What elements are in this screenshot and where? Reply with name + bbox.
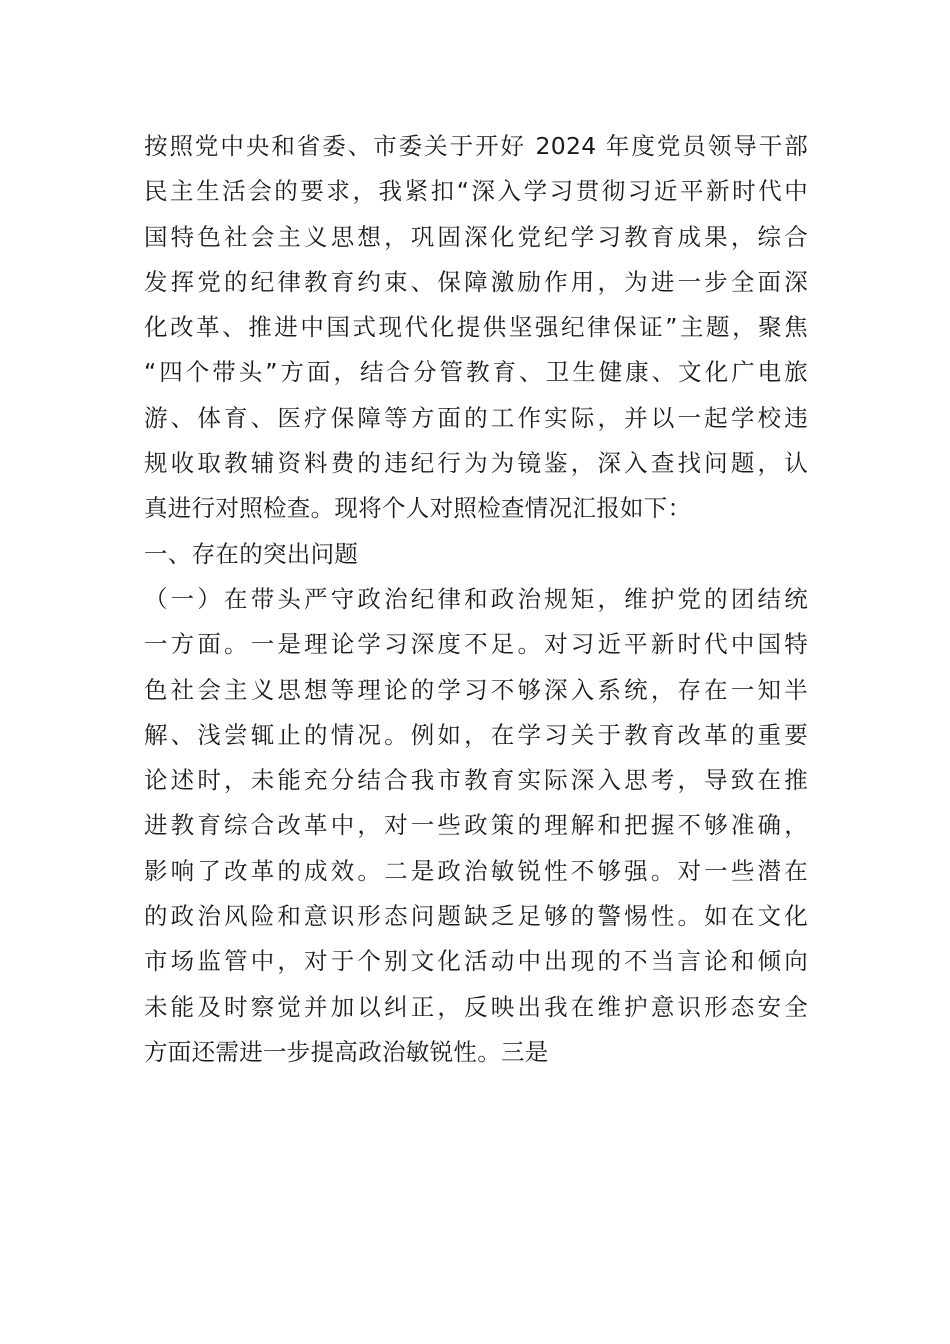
text-line: 的政治风险和意识形态问题缺乏足够的警惕性。如在文化 (144, 902, 808, 931)
text-line: 按照党中央和省委、市委关于开好 2024 年度党员领导干部 (144, 132, 808, 160)
text-line: 解、浅尝辄止的情况。例如，在学习关于教育改革的重要 (144, 720, 808, 749)
text-line: 规收取教辅资料费的违纪行为为镜鉴，深入查找问题，认 (144, 449, 808, 478)
text-line: 发挥党的纪律教育约束、保障激励作用，为进一步全面深 (144, 267, 808, 296)
text-line: 民主生活会的要求，我紧扣“深入学习贯彻习近平新时代中 (144, 177, 808, 206)
text-line: 市场监管中，对于个别文化活动中出现的不当言论和倾向 (144, 947, 808, 976)
text-line: 论述时，未能充分结合我市教育实际深入思考，导致在推 (144, 766, 808, 795)
paragraph-intro (144, 124, 808, 532)
section-heading: 一、存在的突出问题 (144, 539, 359, 568)
text-line: 国特色社会主义思想，巩固深化党纪学习教育成果，综合 (144, 222, 808, 251)
text-line: 未能及时察觉并加以纠正，反映出我在维护意识形态安全 (144, 992, 808, 1021)
document-body (144, 124, 808, 1075)
text-line: 真进行对照检查。现将个人对照检查情况汇报如下： (144, 494, 692, 523)
text-line: 化改革、推进中国式现代化提供坚强纪律保证”主题，聚焦 (144, 313, 808, 342)
text-line: 影响了改革的成效。二是政治敏锐性不够强。对一些潜在 (144, 856, 808, 885)
text-line: 一方面。一是理论学习深度不足。对习近平新时代中国特 (144, 630, 808, 659)
text-line: 色社会主义思想等理论的学习不够深入系统，存在一知半 (144, 675, 808, 704)
text-line: （一）在带头严守政治纪律和政治规矩，维护党的团结统 (144, 584, 808, 613)
paragraph-problems (144, 577, 808, 1075)
text-line: “四个带头”方面，结合分管教育、卫生健康、文化广电旅 (144, 358, 808, 387)
text-line: 进教育综合改革中，对一些政策的理解和把握不够准确， (144, 811, 808, 840)
text-line: 方面还需进一步提高政治敏锐性。三是 (144, 1037, 549, 1066)
text-line: 游、体育、医疗保障等方面的工作实际，并以一起学校违 (144, 403, 808, 432)
